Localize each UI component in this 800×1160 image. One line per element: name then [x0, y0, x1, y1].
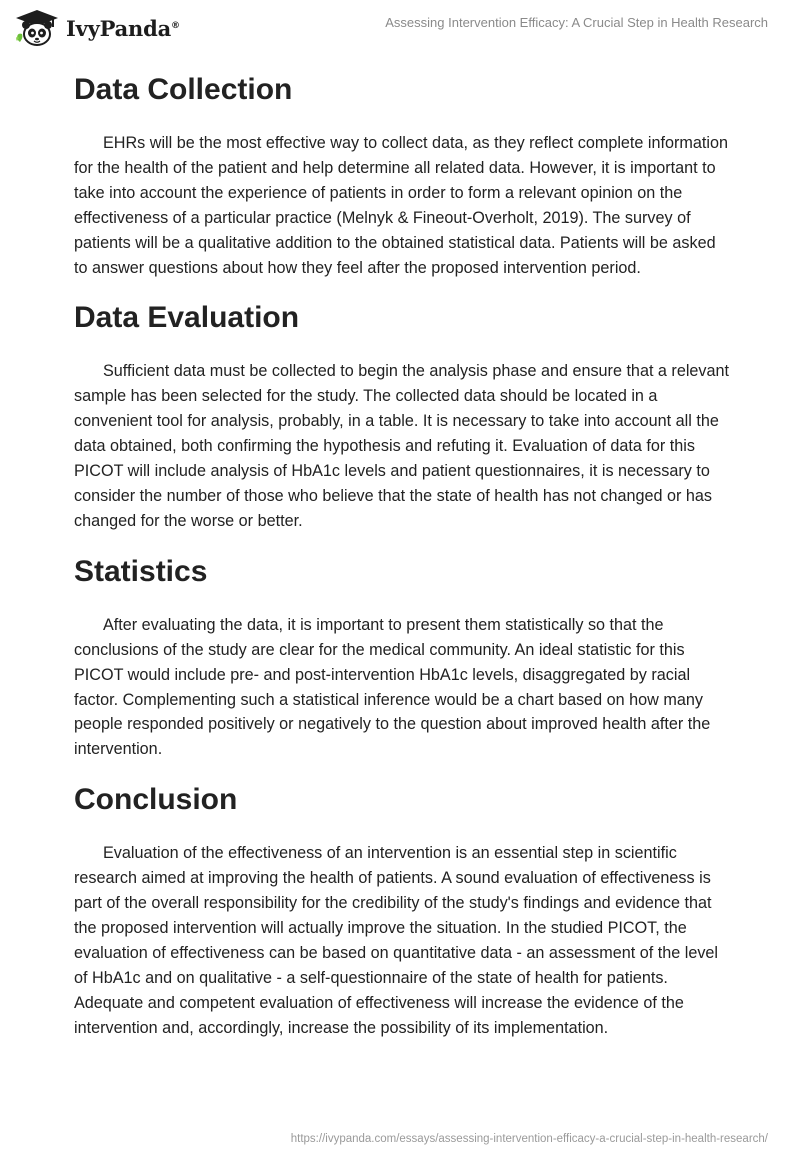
section-heading: Data Evaluation: [74, 301, 300, 335]
section-heading: Conclusion: [74, 783, 238, 817]
document-title: Assessing Intervention Efficacy: A Crucial Step in Health Research: [385, 15, 768, 30]
essay-content: [74, 70, 730, 1054]
section-heading: Data Collection: [74, 73, 293, 106]
panda-logo-icon: [14, 8, 60, 48]
section-data-evaluation: [74, 298, 730, 533]
logo-wordmark: IvyPanda®: [66, 15, 180, 41]
section-paragraph: Sufficient data must be collected to begin the analysis phase and ensure that a relevant sample has been selected for the study. The collected data should be located in a convenient tool for analysis, probably, in a table. It is necessary to take into account all the data obtained, both confirming the hypothesis and refuting it. Evaluation of data for this PICOT will include analysis of HbA1c levels and patient questionnaires, it is necessary to consider the number of those who believe that the state of health has not changed or has changed for the worse or better.: [74, 362, 730, 530]
page-header: [0, 0, 800, 62]
section-paragraph: After evaluating the data, it is important to present them statistically so that the conclusions of the study are clear for the medical community. An ideal statistic for this PICOT would include pre- and post-intervention HbA1c levels, disaggregated by racial factor. Complementing such a statistical inference would be a chart based on how many people responded positively or negatively to the question about improved health after the intervention.: [74, 615, 711, 759]
section-paragraph: EHRs will be the most effective way to collect data, as they reflect complete information for the health of the patient and help determine all related data. However, it is important to take into account the experience of patients in order to form a relevant opinion on the effectiveness of a particular practice (Melnyk & Fineout-Overholt, 2019). The survey of patients will be a qualitative addition to the obtained statistical data. Patients will be asked to answer questions about how they feel after the proposed intervention period.: [74, 134, 728, 277]
section-data-collection: [74, 70, 730, 280]
section-paragraph: Evaluation of the effectiveness of an intervention is an essential step in scientific research aimed at improving the health of patients. A sound evaluation of effectiveness is part of the overall responsibility for the credibility of the study's findings and evidence that the proposed intervention will actually improve the situation. In the studied PICOT, the evaluation of effectiveness can be based on quantitative data - an assessment of the level of HbA1c and on qualitative - a self-questionnaire of the state of health for patients. Adequate and competent evaluation of effectiveness will increase the evidence of the intervention and, accordingly, increase the possibility of its implementation.: [74, 844, 719, 1037]
section-statistics: [74, 552, 730, 762]
ivypanda-logo[interactable]: [14, 8, 180, 48]
section-conclusion: [74, 780, 730, 1040]
section-heading: Statistics: [74, 554, 208, 588]
source-url[interactable]: https://ivypanda.com/essays/assessing-intervention-efficacy-a-crucial-step-in-health-research/: [290, 1133, 768, 1145]
